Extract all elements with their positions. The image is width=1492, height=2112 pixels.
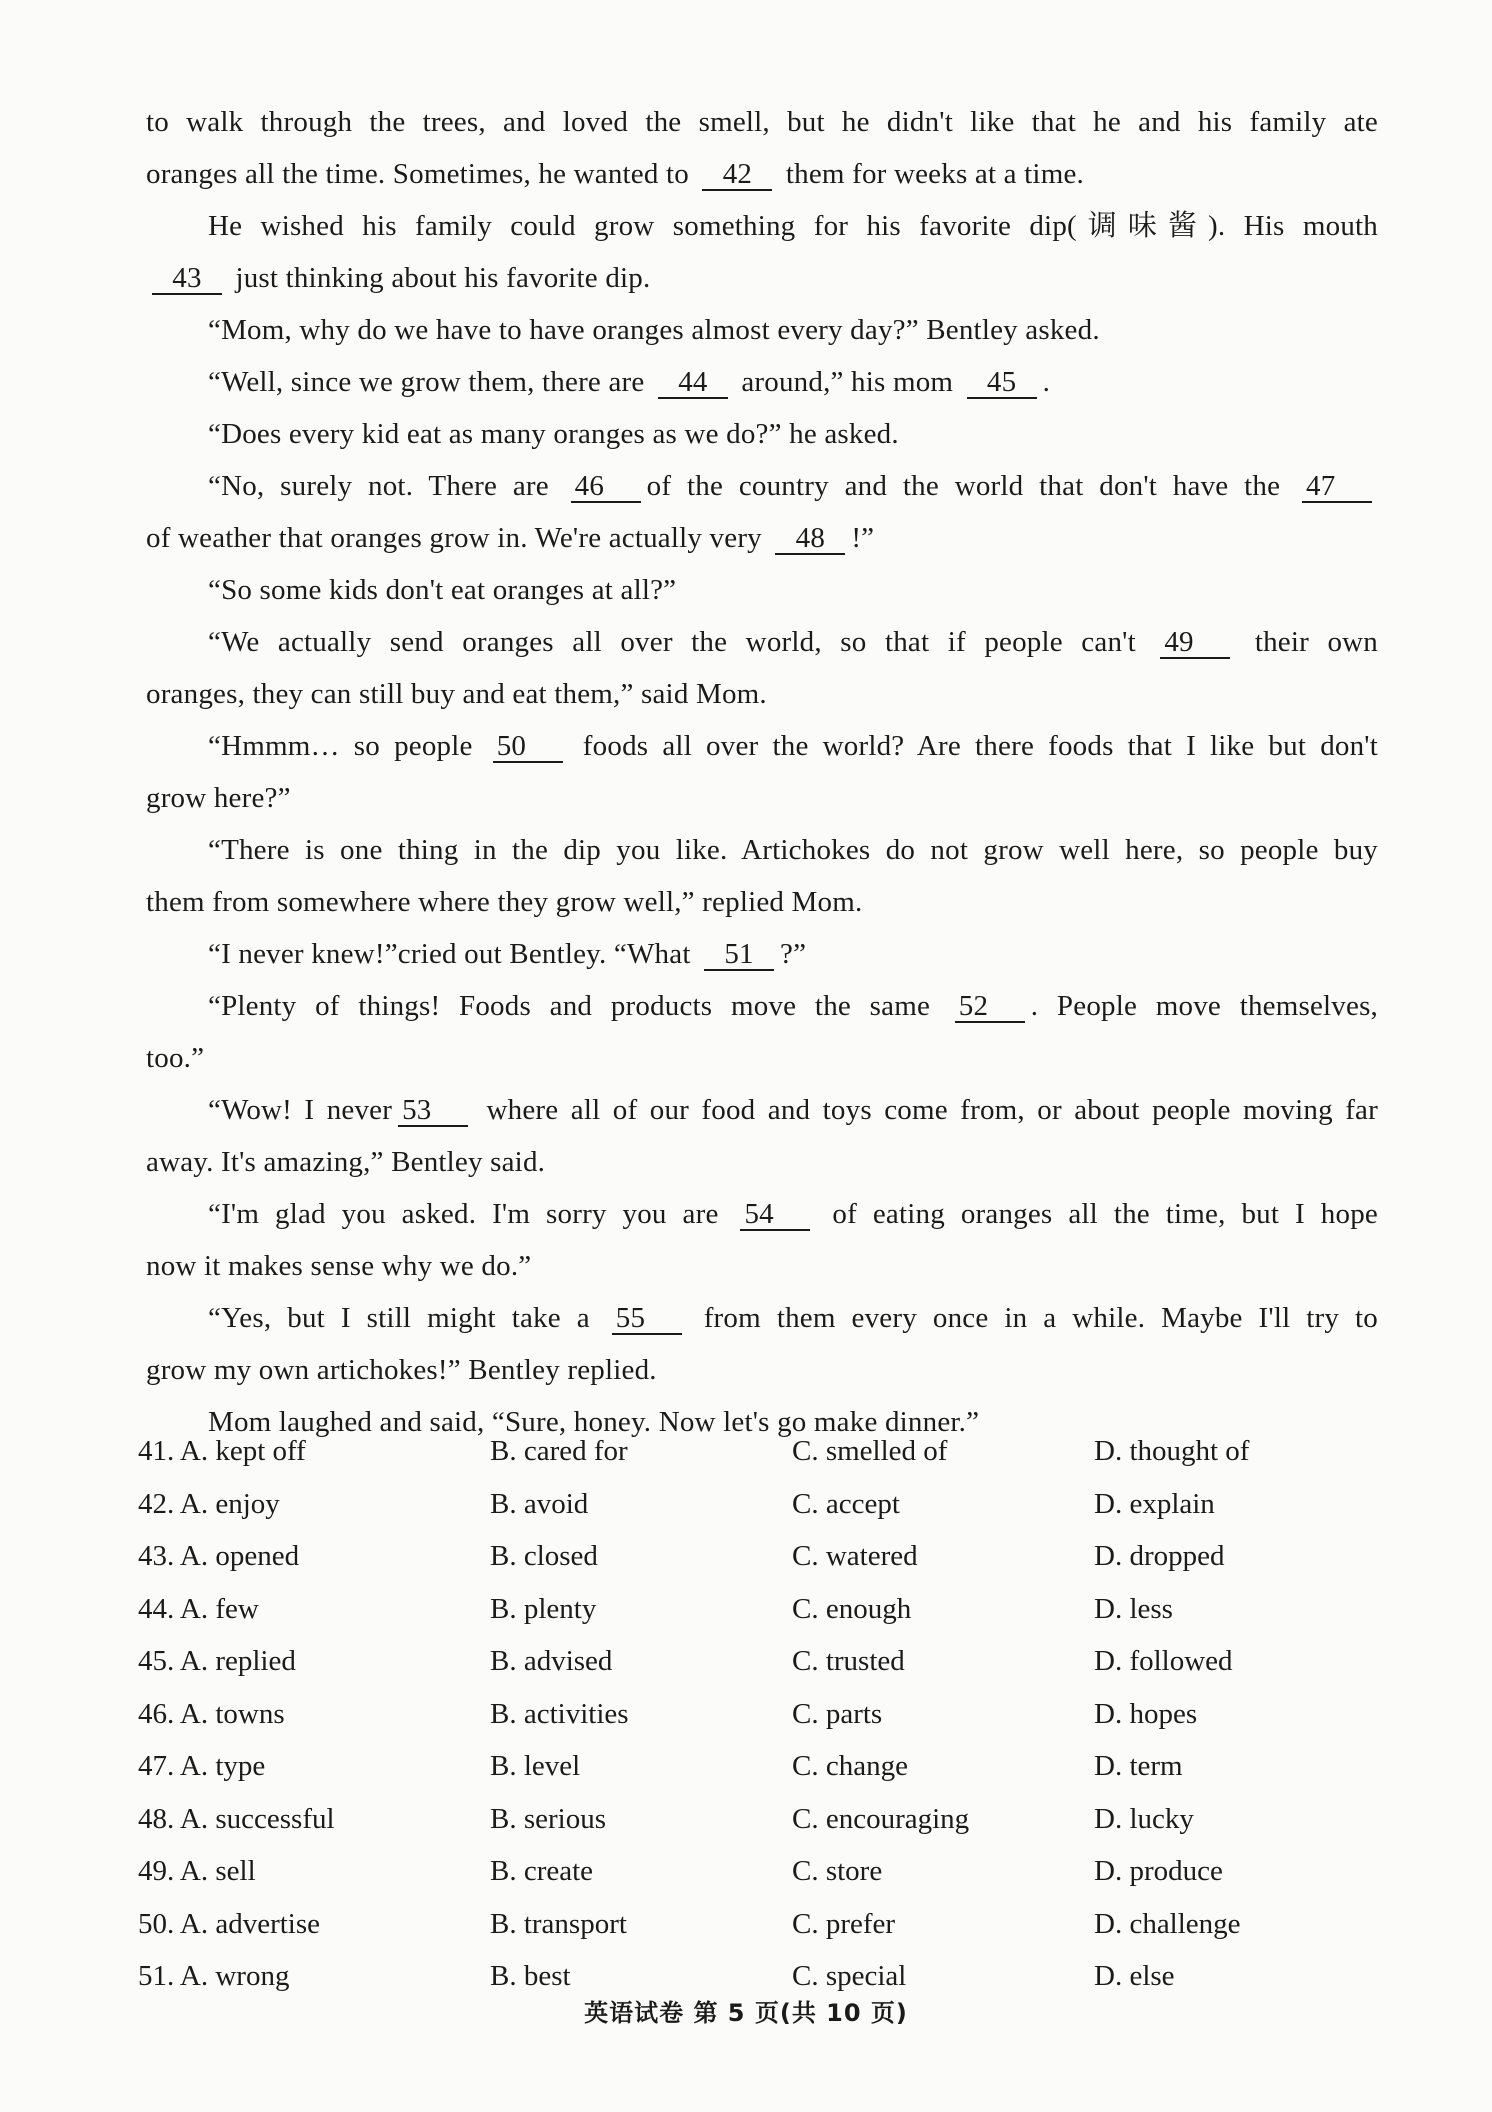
passage-line — [146, 564, 1378, 616]
passage-text: from them every once in a while. Maybe I'll try to — [687, 1302, 1378, 1334]
passage-line — [146, 1344, 1378, 1396]
option-text: D. hopes — [1094, 1697, 1198, 1730]
cloze-passage — [146, 96, 1378, 1448]
blank-number: 50 — [493, 731, 563, 763]
option-text: C. watered — [792, 1540, 918, 1572]
answer-options — [138, 1425, 1378, 2003]
option-text: B. plenty — [490, 1592, 597, 1625]
blank-number: 53 — [398, 1095, 468, 1127]
passage-text: around,” his mom — [733, 366, 961, 398]
passage-text: . People move themselves, — [1030, 990, 1378, 1022]
passage-text: them from somewhere where they grow well,” replied Mom. — [146, 886, 863, 918]
question-number: 42. — [138, 1487, 175, 1520]
passage-text: ?” — [780, 938, 807, 970]
question-options-row — [138, 1583, 1378, 1636]
option-text: A. type — [179, 1750, 266, 1782]
passage-line — [146, 1084, 1378, 1136]
passage-text: oranges all the time. Sometimes, he wanted to — [146, 158, 697, 190]
option-text: C. trusted — [792, 1645, 905, 1677]
passage-line — [146, 252, 1378, 304]
option-a — [138, 1425, 490, 1478]
option-text: B. advised — [490, 1645, 613, 1677]
blank-number: 42 — [702, 159, 772, 191]
passage-text: oranges, they can still buy and eat them,” said Mom. — [146, 678, 767, 710]
passage-line — [146, 408, 1378, 460]
passage-text: their own — [1236, 626, 1378, 658]
option-d — [1094, 1478, 1354, 1531]
passage-text: of weather that oranges grow in. We're actually very — [146, 522, 770, 554]
option-text: D. explain — [1094, 1487, 1215, 1520]
option-text: D. produce — [1094, 1855, 1223, 1887]
option-d — [1094, 1793, 1354, 1846]
question-number: 44. — [138, 1592, 175, 1625]
passage-text: now it makes sense why we do.” — [146, 1250, 532, 1282]
option-d — [1094, 1635, 1354, 1688]
option-text: A. towns — [179, 1697, 285, 1730]
passage-text: them for weeks at a time. — [778, 158, 1084, 190]
passage-text: just thinking about his favorite dip. — [228, 262, 651, 294]
option-b — [490, 1635, 792, 1688]
option-text: C. enough — [792, 1592, 912, 1625]
blank-number: 43 — [152, 263, 222, 295]
question-options-row — [138, 1793, 1378, 1846]
option-text: B. avoid — [490, 1487, 589, 1520]
blank-number: 51 — [704, 939, 774, 971]
passage-text: He wished his family could grow something for his favorite dip(调味酱). His mouth — [208, 210, 1378, 242]
option-text: A. replied — [179, 1645, 296, 1677]
option-d — [1094, 1583, 1354, 1636]
blank-number: 44 — [658, 367, 728, 399]
blank-number: 54 — [740, 1199, 810, 1231]
option-a — [138, 1845, 490, 1898]
passage-line — [146, 720, 1378, 772]
option-c — [792, 1635, 1094, 1688]
option-a — [138, 1635, 490, 1688]
option-text: B. activities — [490, 1697, 629, 1730]
passage-text: grow my own artichokes!” Bentley replied. — [146, 1354, 657, 1386]
question-number: 47. — [138, 1750, 175, 1782]
passage-line — [146, 356, 1378, 408]
option-b — [490, 1530, 792, 1583]
question-options-row — [138, 1478, 1378, 1531]
option-d — [1094, 1688, 1354, 1741]
passage-text: . — [1042, 366, 1051, 398]
option-text: D. thought of — [1094, 1435, 1250, 1467]
option-text: D. term — [1094, 1750, 1183, 1782]
option-text: D. dropped — [1094, 1540, 1225, 1572]
option-text: B. cared for — [490, 1435, 628, 1467]
passage-line — [146, 1240, 1378, 1292]
question-number: 50. — [138, 1907, 175, 1940]
option-text: C. accept — [792, 1487, 900, 1520]
passage-text: of the country and the world that don't have the — [646, 470, 1296, 502]
blank-number: 52 — [955, 991, 1025, 1023]
passage-text: “I never knew!”cried out Bentley. “What — [208, 938, 699, 970]
passage-line — [146, 460, 1378, 512]
option-a — [138, 1793, 490, 1846]
option-a — [138, 1583, 490, 1636]
option-text: A. kept off — [179, 1435, 306, 1467]
passage-text: !” — [851, 522, 875, 554]
option-b — [490, 1793, 792, 1846]
option-b — [490, 1898, 792, 1951]
passage-text: “So some kids don't eat oranges at all?” — [208, 574, 677, 606]
option-text: A. successful — [179, 1802, 335, 1835]
option-text: C. change — [792, 1750, 908, 1782]
passage-line — [146, 668, 1378, 720]
option-a — [138, 1688, 490, 1741]
option-text: B. transport — [490, 1907, 627, 1940]
blank-number: 45 — [967, 367, 1037, 399]
passage-text: away. It's amazing,” Bentley said. — [146, 1146, 546, 1178]
option-d — [1094, 1898, 1354, 1951]
blank-number: 46 — [571, 471, 641, 503]
option-c — [792, 1740, 1094, 1793]
passage-text: too.” — [146, 1042, 205, 1074]
passage-text: “Does every kid eat as many oranges as we do?” he asked. — [208, 418, 899, 450]
option-text: A. sell — [179, 1855, 256, 1887]
passage-line — [146, 1032, 1378, 1084]
question-number: 48. — [138, 1802, 175, 1835]
option-c — [792, 1530, 1094, 1583]
option-c — [792, 1583, 1094, 1636]
option-c — [792, 1425, 1094, 1478]
question-number: 49. — [138, 1855, 175, 1887]
passage-text: grow here?” — [146, 782, 291, 814]
passage-line — [146, 980, 1378, 1032]
blank-number: 48 — [775, 523, 845, 555]
question-number: 43. — [138, 1540, 175, 1572]
passage-text: “Mom, why do we have to have oranges almost every day?” Bentley asked. — [208, 314, 1100, 346]
option-c — [792, 1688, 1094, 1741]
option-c — [792, 1478, 1094, 1531]
option-b — [490, 1740, 792, 1793]
passage-line — [146, 876, 1378, 928]
passage-line — [146, 304, 1378, 356]
option-text: B. level — [490, 1750, 581, 1782]
option-text: D. less — [1094, 1592, 1173, 1625]
passage-text: where all of our food and toys come from, or about people moving far — [474, 1094, 1378, 1126]
option-a — [138, 1478, 490, 1531]
option-text: D. lucky — [1094, 1802, 1194, 1835]
blank-number: 55 — [612, 1303, 682, 1335]
option-d — [1094, 1530, 1354, 1583]
passage-text: “We actually send oranges all over the world, so that if people can't — [208, 626, 1155, 658]
passage-text: “No, surely not. There are — [208, 470, 565, 502]
blank-number: 49 — [1160, 627, 1230, 659]
option-c — [792, 1898, 1094, 1951]
question-options-row — [138, 1688, 1378, 1741]
question-options-row — [138, 1845, 1378, 1898]
blank-number: 47 — [1302, 471, 1372, 503]
passage-text: “Well, since we grow them, there are — [208, 366, 652, 398]
passage-line — [146, 1292, 1378, 1344]
passage-line — [146, 824, 1378, 876]
question-number: 41. — [138, 1435, 175, 1467]
passage-text: Mom laughed and said, “Sure, honey. Now let's go make dinner.” — [208, 1406, 980, 1438]
question-number: 45. — [138, 1645, 175, 1677]
option-d — [1094, 1740, 1354, 1793]
passage-line — [146, 772, 1378, 824]
option-d — [1094, 1845, 1354, 1898]
option-b — [490, 1425, 792, 1478]
passage-line — [146, 148, 1378, 200]
passage-line — [146, 616, 1378, 668]
option-a — [138, 1530, 490, 1583]
passage-line — [146, 928, 1378, 980]
option-text: B. closed — [490, 1540, 598, 1572]
passage-text: “Wow! I never — [208, 1094, 393, 1126]
option-text: C. special — [792, 1960, 907, 1992]
option-b — [490, 1478, 792, 1531]
passage-text: “Plenty of things! Foods and products move the same — [208, 990, 949, 1022]
option-text: B. best — [490, 1960, 571, 1992]
option-text: A. opened — [179, 1540, 300, 1572]
option-text: A. wrong — [179, 1960, 290, 1992]
passage-text: “Yes, but I still might take a — [208, 1302, 606, 1334]
passage-text: to walk through the trees, and loved the smell, but he didn't like that he and his family ate — [146, 106, 1378, 138]
option-d — [1094, 1425, 1354, 1478]
question-options-row — [138, 1530, 1378, 1583]
option-text: D. challenge — [1094, 1907, 1241, 1940]
question-options-row — [138, 1425, 1378, 1478]
passage-line — [146, 1136, 1378, 1188]
question-options-row — [138, 1635, 1378, 1688]
option-a — [138, 1740, 490, 1793]
option-a — [138, 1898, 490, 1951]
option-text: B. create — [490, 1855, 594, 1887]
option-text: B. serious — [490, 1802, 606, 1835]
question-options-row — [138, 1740, 1378, 1793]
option-text: C. parts — [792, 1697, 883, 1730]
question-number: 46. — [138, 1697, 175, 1730]
option-text: C. store — [792, 1855, 883, 1887]
passage-text: “There is one thing in the dip you like. Artichokes do not grow well here, so people buy — [208, 834, 1378, 866]
option-b — [490, 1688, 792, 1741]
option-text: A. advertise — [179, 1907, 321, 1940]
passage-text: “Hmmm… so people — [208, 730, 487, 762]
passage-text: foods all over the world? Are there foods that I like but don't — [568, 730, 1378, 762]
passage-text: of eating oranges all the time, but I hope — [816, 1198, 1378, 1230]
passage-line — [146, 200, 1378, 252]
option-text: C. prefer — [792, 1907, 896, 1940]
option-text: D. else — [1094, 1960, 1175, 1992]
option-text: A. enjoy — [179, 1487, 280, 1520]
page-footer: 英语试卷 第 5 页(共 10 页) — [584, 1999, 908, 2027]
option-text: C. smelled of — [792, 1435, 948, 1467]
option-b — [490, 1845, 792, 1898]
passage-line — [146, 512, 1378, 564]
option-text: C. encouraging — [792, 1802, 970, 1835]
option-b — [490, 1583, 792, 1636]
passage-line — [146, 96, 1378, 148]
option-c — [792, 1793, 1094, 1846]
question-options-row — [138, 1898, 1378, 1951]
option-text: A. few — [179, 1592, 259, 1625]
question-number: 51. — [138, 1960, 175, 1992]
option-text: D. followed — [1094, 1645, 1233, 1677]
passage-line — [146, 1188, 1378, 1240]
passage-text: “I'm glad you asked. I'm sorry you are — [208, 1198, 735, 1230]
option-c — [792, 1845, 1094, 1898]
